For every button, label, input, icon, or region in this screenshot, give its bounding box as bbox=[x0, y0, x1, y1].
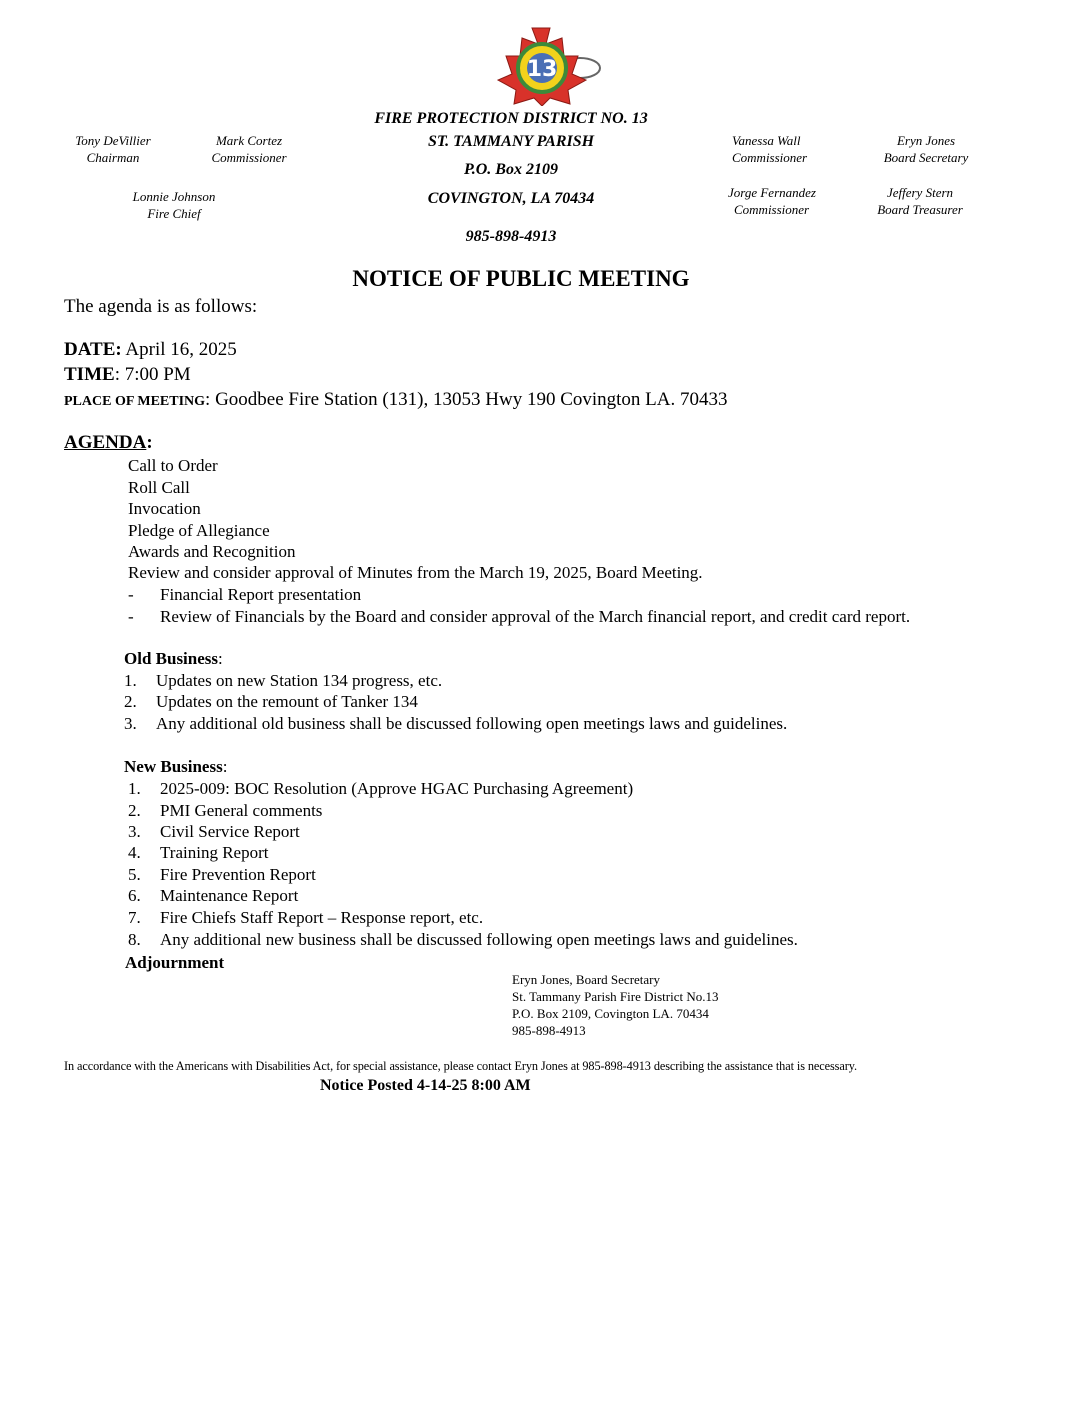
officer-board-treasurer bbox=[862, 184, 978, 218]
item-text: Fire Chiefs Staff Report – Response report, etc. bbox=[160, 908, 484, 927]
signature-line: P.O. Box 2109, Covington LA. 70434 bbox=[512, 1006, 709, 1021]
officer-name: Vanessa Wall bbox=[732, 133, 801, 148]
notice-posted: Notice Posted 4-14-25 8:00 AM bbox=[320, 1077, 531, 1094]
ada-notice: In accordance with the Americans with Disabilities Act, for special assistance, please contact Eryn Jones at 985-898-4913 describing the assistance that is necessary. bbox=[64, 1059, 857, 1073]
item-number: 7. bbox=[128, 908, 141, 927]
officer-board-secretary bbox=[868, 132, 984, 166]
agenda-item: Pledge of Allegiance bbox=[128, 521, 270, 540]
agenda-item: Awards and Recognition bbox=[128, 542, 296, 561]
item-text: Updates on new Station 134 progress, etc. bbox=[156, 671, 443, 690]
old-business-heading bbox=[124, 649, 223, 669]
district-name: FIRE PROTECTION DISTRICT NO. 13 bbox=[374, 110, 648, 127]
svg-text:13: 13 bbox=[526, 57, 558, 82]
item-number: 1. bbox=[124, 671, 137, 690]
item-number: 6. bbox=[128, 886, 141, 905]
old-business-item bbox=[124, 692, 418, 712]
officer-fire-chief bbox=[118, 188, 230, 222]
officer-title: Commissioner bbox=[734, 202, 810, 217]
city-line: COVINGTON, LA 70434 bbox=[427, 190, 595, 207]
officer-title: Commissioner bbox=[211, 150, 287, 165]
officer-chairman bbox=[60, 132, 166, 166]
new-business-heading bbox=[124, 757, 227, 777]
agenda-item: Invocation bbox=[128, 499, 201, 518]
officer-commissioner-fernandez bbox=[724, 184, 836, 218]
old-business-colon: : bbox=[218, 649, 223, 668]
agenda-item: Call to Order bbox=[128, 456, 218, 475]
date-value: April 16, 2025 bbox=[121, 339, 237, 360]
new-business-item bbox=[128, 822, 300, 842]
new-business-item bbox=[128, 865, 316, 885]
agenda-heading-text: AGENDA bbox=[64, 432, 147, 453]
fire-district-logo bbox=[482, 26, 606, 106]
item-text: Any additional new business shall be discussed following open meetings laws and guidelines. bbox=[160, 930, 798, 949]
agenda-heading-colon: : bbox=[146, 432, 153, 453]
item-number: 3. bbox=[128, 822, 141, 841]
signature-line: 985-898-4913 bbox=[512, 1023, 586, 1038]
officer-name: Mark Cortez bbox=[215, 133, 283, 148]
signature-line: St. Tammany Parish Fire District No.13 bbox=[512, 989, 719, 1004]
agenda-item: Review and consider approval of Minutes from the March 19, 2025, Board Meeting. bbox=[128, 563, 703, 582]
agenda-sub-item: Financial Report presentation bbox=[160, 585, 362, 604]
officer-name: Tony DeVillier bbox=[75, 133, 151, 148]
officer-title: Commissioner bbox=[732, 150, 808, 165]
time-value: : 7:00 PM bbox=[114, 364, 191, 385]
officer-name: Jorge Fernandez bbox=[728, 185, 816, 200]
item-number: 4. bbox=[128, 843, 141, 862]
officer-title: Board Secretary bbox=[883, 150, 969, 165]
item-text: Fire Prevention Report bbox=[160, 865, 316, 884]
agenda-heading bbox=[64, 432, 153, 454]
officer-name: Lonnie Johnson bbox=[132, 189, 216, 204]
officer-name: Eryn Jones bbox=[896, 133, 956, 148]
old-business-heading-text: Old Business bbox=[124, 649, 219, 668]
agenda-intro: The agenda is as follows: bbox=[64, 296, 258, 317]
item-number: 5. bbox=[128, 865, 141, 884]
signature-line: Eryn Jones, Board Secretary bbox=[512, 972, 661, 987]
officer-title: Board Treasurer bbox=[877, 202, 963, 217]
adjournment: Adjournment bbox=[125, 953, 225, 972]
place-label: PLACE OF MEETING bbox=[64, 394, 206, 409]
new-business-item bbox=[128, 886, 299, 906]
sub-item-dash: - bbox=[128, 585, 134, 604]
time-label: TIME bbox=[64, 364, 115, 385]
meeting-date bbox=[64, 339, 237, 361]
old-business-item bbox=[124, 671, 443, 691]
officer-title: Fire Chief bbox=[147, 206, 201, 221]
item-text: Updates on the remount of Tanker 134 bbox=[156, 692, 418, 711]
maltese-cross-icon bbox=[482, 26, 606, 106]
page-title: NOTICE OF PUBLIC MEETING bbox=[352, 266, 690, 291]
place-value: : Goodbee Fire Station (131), 13053 Hwy 190 Covington LA. 70433 bbox=[205, 389, 728, 410]
officer-name: Jeffery Stern bbox=[886, 185, 954, 200]
new-business-colon: : bbox=[222, 757, 228, 776]
agenda-item: Roll Call bbox=[128, 478, 190, 497]
officer-title: Chairman bbox=[86, 150, 140, 165]
item-number: 2. bbox=[124, 692, 137, 711]
sub-item-dash: - bbox=[128, 607, 134, 626]
item-text: Civil Service Report bbox=[160, 822, 300, 841]
new-business-item bbox=[128, 908, 484, 928]
item-number: 8. bbox=[128, 930, 141, 949]
meeting-time bbox=[64, 364, 191, 386]
new-business-item bbox=[128, 779, 634, 799]
item-text: 2025-009: BOC Resolution (Approve HGAC Purchasing Agreement) bbox=[160, 779, 634, 798]
old-business-item bbox=[124, 714, 788, 734]
po-box: P.O. Box 2109 bbox=[464, 161, 558, 178]
new-business-item bbox=[128, 801, 323, 821]
item-text: Maintenance Report bbox=[160, 886, 299, 905]
new-business-heading-text: New Business bbox=[124, 757, 223, 776]
item-number: 2. bbox=[128, 801, 141, 820]
district-phone: 985-898-4913 bbox=[465, 228, 557, 245]
meeting-place bbox=[64, 389, 728, 411]
item-text: PMI General comments bbox=[160, 801, 323, 820]
officer-commissioner-wall bbox=[722, 132, 836, 166]
parish-name: ST. TAMMANY PARISH bbox=[427, 133, 595, 150]
item-text: Any additional old business shall be discussed following open meetings laws and guidelines. bbox=[156, 714, 788, 733]
date-label: DATE: bbox=[64, 339, 122, 360]
signature-block bbox=[512, 971, 718, 1039]
item-number: 3. bbox=[124, 714, 137, 733]
agenda-sub-item: Review of Financials by the Board and consider approval of the March financial report, and credit card report. bbox=[160, 607, 911, 626]
item-text: Training Report bbox=[160, 843, 269, 862]
new-business-item bbox=[128, 843, 269, 863]
new-business-item bbox=[128, 930, 798, 950]
officer-commissioner-cortez bbox=[196, 132, 302, 166]
item-number: 1. bbox=[128, 779, 141, 798]
